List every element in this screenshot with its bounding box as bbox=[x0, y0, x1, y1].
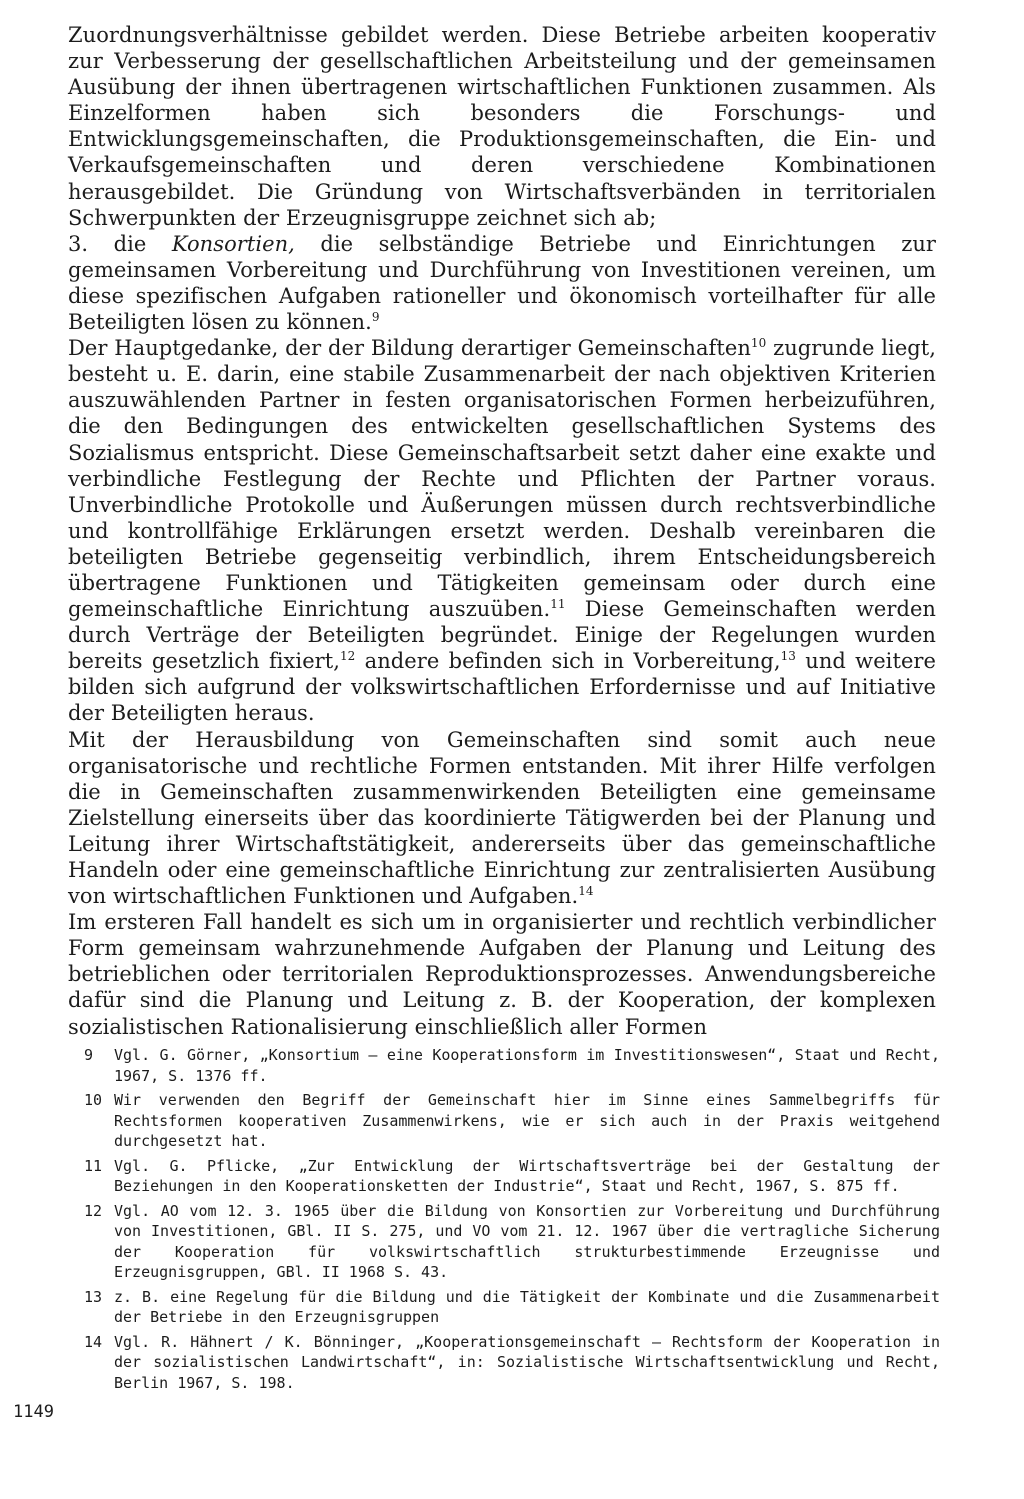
paragraph-3-c: Diese Gemeinschaften werden durch Verträge der Beteiligten begründet. Einige der Regelungen wurden bereits gesetzlich fixiert, bbox=[68, 597, 936, 674]
footnote-number: 11 bbox=[84, 1156, 103, 1175]
paragraph-2 bbox=[68, 231, 936, 335]
paragraph-4-text: Mit der Herausbildung von Gemeinschaften sind somit auch neue organisatorische und rechtliche Formen entstanden. Mit ihrer Hilfe verfolgen die in Gemeinschaften zusammenwirkenden Beteiligten eine gemeinsame Zielstellung einerseits über das koordinierte Tätigwerden bei der Planung und Leitung ihrer Wirtschaftstätigkeit, andererseits über das gemeinschaftliche Handeln oder eine gemeinschaftliche Einrichtung zur zentralisierten Ausübung von wirtschaftlichen Funktionen und Aufgaben. bbox=[68, 727, 936, 909]
footnote-text: Vgl. AO vom 12. 3. 1965 über die Bildung von Konsortien zur Vorbereitung und Durchführung von Investitionen, GBl. II S. 275, und VO vom 21. 12. 1967 über die vertragliche Sicherung der Kooperation für volkswirtschaftlich strukturbestimmende Erzeugnisse und Erzeugnisgruppen, GBl. II 1968 S. 43. bbox=[114, 1201, 940, 1281]
paragraph-3-b: zugrunde liegt, besteht u. E. darin, eine stabile Zusammenarbeit der nach objektiven Kriterien auszuwählenden Partner in festen organisatorischen Formen herbeizuführen, die den Bedingungen des entwickelten gesellschaftlichen Systems des Sozialismus entspricht. Diese Gemeinschaftsarbeit setzt daher eine exakte und verbindliche Festlegung der Rechte und Pflichten der Partner voraus. Unverbindliche Protokolle und Äußerungen müssen durch rechtsverbindliche und kontrollfähige Erklärungen ersetzt werden. Deshalb vereinbaren die beteiligten Betriebe gegenseitig verbindlich, ihrem Entscheidungsbereich übertragene Funktionen und Tätigkeiten gemeinsam oder durch eine gemeinschaftliche Einrichtung auszuüben. bbox=[68, 336, 936, 622]
footnote-10 bbox=[84, 1090, 940, 1152]
footnote-ref-12[interactable]: 12 bbox=[339, 649, 356, 664]
footnote-9 bbox=[84, 1045, 940, 1086]
paragraph-5: Im ersteren Fall handelt es sich um in organisierter und rechtlich verbindlicher Form gemeinsam wahrzunehmende Aufgaben der Planung und Leitung des betrieblichen oder territorialen Reproduktionsprozesses. Anwendungsbereiche dafür sind die Planung und Leitung z. B. der Kooperation, der komplexen sozialistischen Rationalisierung einschließlich aller Formen bbox=[68, 910, 936, 1039]
footnote-text: Wir verwenden den Begriff der Gemeinschaft hier im Sinne eines Sammelbegriffs für Rechtsformen kooperativen Zusammenwirkens, wie er sich auch in der Praxis weitgehend durchgesetzt hat. bbox=[114, 1091, 940, 1150]
footnote-ref-14[interactable]: 14 bbox=[578, 884, 594, 899]
footnote-ref-13[interactable]: 13 bbox=[780, 649, 796, 664]
footnote-number: 14 bbox=[84, 1332, 103, 1351]
footnote-text: Vgl. G. Görner, „Konsortium — eine Kooperationsform im Investitionswesen“, Staat und Recht, 1967, S. 1376 ff. bbox=[114, 1046, 940, 1085]
paragraph-2-text: die selbständige Betriebe und Einrichtungen zur gemeinsamen Vorbereitung und Durchführung von Investitionen vereinen, um diese spezifischen Aufgaben rationeller und ökonomisch vorteilhafter für alle Beteiligten lösen zu können. bbox=[68, 231, 936, 335]
footnote-ref-11[interactable]: 11 bbox=[550, 597, 566, 612]
footnote-11 bbox=[84, 1156, 940, 1197]
paragraph-3 bbox=[68, 335, 936, 726]
footnote-number: 12 bbox=[84, 1201, 103, 1220]
footnote-number: 9 bbox=[84, 1046, 94, 1064]
footnotes bbox=[84, 1045, 940, 1397]
footnote-text: z. B. eine Regelung für die Bildung und die Tätigkeit der Kombinate und die Zusammenarbeit der Betriebe in den Erzeugnisgruppen bbox=[114, 1287, 940, 1326]
paragraph-3-e: und weitere bilden sich aufgrund der volkswirtschaftlichen Erfordernisse und auf Initiative der Beteiligten heraus. bbox=[68, 649, 936, 726]
footnote-ref-9[interactable]: 9 bbox=[371, 310, 380, 325]
paragraph-3-d: andere befinden sich in Vorbereitung, bbox=[355, 649, 781, 674]
footnote-13 bbox=[84, 1287, 940, 1328]
paragraph-4 bbox=[68, 727, 936, 910]
footnote-ref-10[interactable]: 10 bbox=[750, 336, 767, 351]
footnote-14 bbox=[84, 1332, 940, 1394]
list-number: 3. die bbox=[68, 231, 172, 256]
footnote-text: Vgl. G. Pflicke, „Zur Entwicklung der Wirtschaftsverträge bei der Gestaltung der Beziehungen in den Kooperationsketten der Industrie“, Staat und Recht, 1967, S. 875 ff. bbox=[114, 1156, 940, 1195]
term-konsortien: Konsortien, bbox=[171, 231, 295, 256]
paragraph-1: Zuordnungsverhältnisse gebildet werden. Diese Betriebe arbeiten kooperativ zur Verbesserung der gesellschaftlichen Arbeitsteilung und der gemeinsamen Ausübung der ihnen übertragenen wirtschaftlichen Funktionen zusammen. Als Einzelformen haben sich besonders die Forschungs- und Entwicklungsgemeinschaften, die Produktionsgemeinschaften, die Ein- und Verkaufsgemeinschaften und deren verschiedene Kombinationen herausgebildet. Die Gründung von Wirtschaftsverbänden in territorialen Schwerpunkten der Erzeugnisgruppe zeichnet sich ab; bbox=[68, 23, 936, 230]
main-text bbox=[68, 22, 936, 1040]
footnote-text: Vgl. R. Hähnert / K. Bönninger, „Kooperationsgemeinschaft — Rechtsform der Kooperation in der sozialistischen Landwirtschaft“, in: Sozialistische Wirtschaftsentwicklung und Recht, Berlin 1967, S. 198. bbox=[114, 1332, 940, 1392]
footnote-number: 13 bbox=[84, 1287, 103, 1306]
footnote-12 bbox=[84, 1201, 940, 1283]
page-number: 1149 bbox=[13, 1402, 54, 1422]
paragraph-3-a: Der Hauptgedanke, der der Bildung derartiger Gemeinschaften bbox=[68, 336, 751, 361]
footnote-number: 10 bbox=[84, 1091, 103, 1109]
